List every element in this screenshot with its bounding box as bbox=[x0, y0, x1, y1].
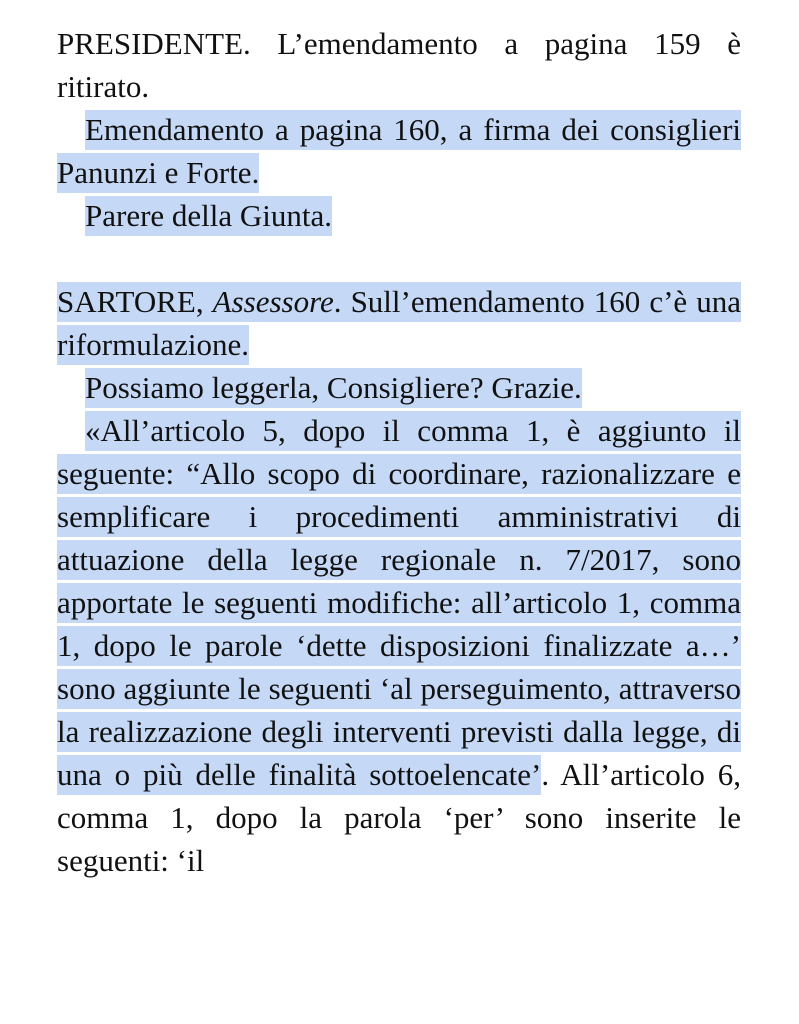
paragraph-gap bbox=[57, 237, 741, 280]
paragraph-text: . Sull’emendamento 160 c’è una riformulazione. bbox=[57, 284, 741, 362]
paragraph-parere bbox=[57, 194, 741, 237]
highlighted-text[interactable]: Possiamo leggerla, Consigliere? Grazie. bbox=[85, 368, 582, 408]
highlighted-text[interactable]: «All’articolo 5, dopo il comma 1, è aggiunto il seguente: “Allo scopo di coordinare, razionalizzare e semplificare i procedimenti amministrativi di attuazione della legge regionale n. 7/2017, sono apportate le seguenti modifiche: all’articolo 1, comma 1, dopo le parole ‘dette disposizioni finalizzate a…’ sono aggiunte le seguenti ‘al perseguimento, attraverso la realizzazione degli interventi previsti dalla legge, di una o più delle finalità sottoelencate’ bbox=[57, 411, 741, 795]
paragraph-possiamo bbox=[57, 366, 741, 409]
paragraph-text: L’emendamento a pagina 159 è ritirato. bbox=[57, 26, 741, 104]
paragraph-presidente bbox=[57, 22, 741, 108]
highlighted-text[interactable]: Parere della Giunta. bbox=[85, 196, 332, 236]
highlighted-text[interactable] bbox=[57, 282, 741, 365]
document-page bbox=[57, 22, 741, 882]
speaker-name: PRESIDENTE. bbox=[57, 26, 251, 61]
paragraph-articolo bbox=[57, 409, 741, 882]
speaker-role: Assessore bbox=[212, 284, 334, 319]
paragraph-emendamento bbox=[57, 108, 741, 194]
paragraph-text: . All’articolo 6, comma 1, dopo la parola ‘per’ sono inserite le seguenti: ‘il bbox=[57, 757, 742, 878]
highlighted-text[interactable]: Emendamento a pagina 160, a firma dei consiglieri Panunzi e Forte. bbox=[57, 110, 741, 193]
paragraph-sartore bbox=[57, 280, 741, 366]
speaker-name: SARTORE, bbox=[57, 284, 204, 319]
